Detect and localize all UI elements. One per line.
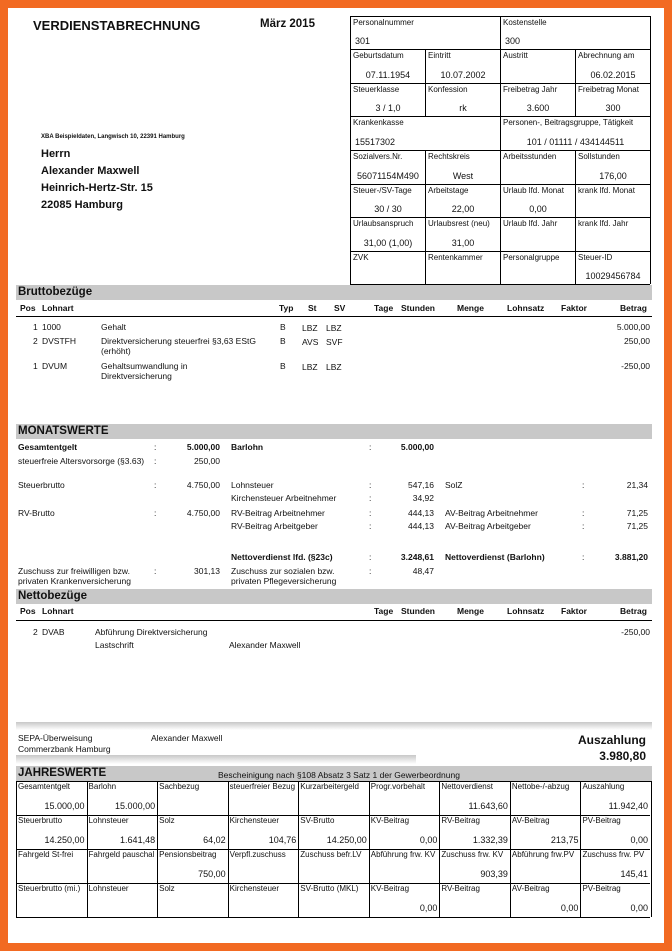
- rv-brutto-label: RV-Brutto: [18, 508, 55, 518]
- jahr-cell-value: 1.332,39: [472, 835, 508, 845]
- jahr-cell-label: PV-Beitrag: [582, 884, 621, 893]
- jahr-cell-label: RV-Beitrag: [441, 816, 480, 825]
- zuschuss-kv-value: 301,13: [194, 566, 220, 576]
- barlohn-label: Barlohn: [231, 442, 264, 452]
- jahr-cell: [580, 816, 650, 850]
- col-sv: SV: [334, 303, 346, 313]
- jahr-cell: [580, 782, 650, 816]
- info-arbeitsstunden: Arbeitsstunden: [500, 151, 575, 185]
- jahr-cell: [439, 884, 510, 918]
- jahr-cell-value: 1.641,48: [120, 835, 156, 845]
- rv-ag-value: 444,13: [408, 521, 434, 531]
- jahr-cell: [228, 782, 299, 816]
- jahr-cell: [369, 850, 440, 884]
- jahr-cell-label: Progr.vorbehalt: [370, 782, 426, 791]
- jahr-cell-label: AV-Beitrag: [511, 816, 550, 825]
- jahr-cell: [580, 850, 650, 884]
- address-salutation: Herrn: [41, 148, 71, 160]
- netto-bar-value: 3.881,20: [614, 552, 648, 562]
- jahr-cell-label: Zuschuss frw. PV: [582, 850, 645, 859]
- jahr-cell-label: Abführung frw. KV: [370, 850, 436, 859]
- col-typ: Typ: [279, 303, 294, 313]
- gesamtentgelt-label: Gesamtentgelt: [18, 442, 78, 452]
- jahr-cell: [87, 884, 158, 918]
- netto-divider: [16, 620, 652, 621]
- zuschuss-pv-label: Zuschuss zur sozialen bzw. privaten Pflegeversicherung: [231, 566, 337, 586]
- jahr-cell-label: Lohnsteuer: [88, 816, 129, 825]
- jahr-cell: [157, 850, 228, 884]
- jahr-cell-label: Fahrgeld St-frei: [18, 850, 74, 859]
- info-krankenkasse: Krankenkasse 15517302: [350, 117, 500, 151]
- col-faktor: Faktor: [561, 303, 587, 313]
- rv-ag-label: RV-Beitrag Arbeitgeber: [231, 521, 318, 531]
- rv-brutto-value: 4.750,00: [186, 508, 220, 518]
- brutto-title: Bruttobezüge: [18, 286, 93, 298]
- lastschrift-label: Lastschrift: [95, 640, 134, 650]
- av-ag-label: AV-Beitrag Arbeitgeber: [445, 521, 531, 531]
- jahr-cell-value: 903,39: [480, 869, 508, 879]
- jahr-cell: [439, 850, 510, 884]
- jahr-cell-label: Verpfl.zuschuss: [229, 850, 286, 859]
- jahr-cell-label: Zuschuss frw. KV: [441, 850, 504, 859]
- info-konfession: Konfession rk: [425, 84, 500, 117]
- info-sollstunden: Sollstunden 176,00: [575, 151, 650, 185]
- info-kostenstelle: Kostenstelle 300: [500, 17, 650, 50]
- jahr-cell: [16, 816, 87, 850]
- netto-sec-value: 3.248,61: [400, 552, 434, 562]
- jahr-cell: [16, 850, 87, 884]
- info-freibetrag-monat: Freibetrag Monat 300: [575, 84, 650, 117]
- info-personalgruppe: Personalgruppe: [500, 252, 575, 285]
- jahr-cell: [369, 884, 440, 918]
- barlohn-value: 5.000,00: [400, 442, 434, 452]
- steuerfrei-label: steuerfreie Altersvorsorge (§3.63): [18, 456, 145, 466]
- jahr-cell-label: Solz: [159, 816, 175, 825]
- jahreswerte-grid: [16, 781, 652, 917]
- jahr-cell-label: Solz: [159, 884, 175, 893]
- info-steuer-sv-tage: Steuer-/SV-Tage 30 / 30: [350, 185, 425, 218]
- netto-bar-label: Nettoverdienst (Barlohn): [445, 552, 545, 562]
- jahr-cell: [298, 884, 369, 918]
- info-personalnummer: Personalnummer 301: [350, 17, 500, 50]
- brutto-header-bar: [16, 285, 652, 300]
- info-rentenkammer: Rentenkammer: [425, 252, 500, 285]
- jahr-cell: [369, 816, 440, 850]
- jahr-cell: [157, 782, 228, 816]
- col-betrag: Betrag: [620, 303, 647, 313]
- address-name: Alexander Maxwell: [41, 165, 140, 177]
- soli-label: SolZ: [445, 480, 463, 490]
- jahr-cell-label: Fahrgeld pauschal: [88, 850, 155, 859]
- av-an-label: AV-Beitrag Arbeitnehmer: [445, 508, 538, 518]
- zuschuss-kv-label: Zuschuss zur freiwilligen bzw. privaten Krankenversicherung: [18, 566, 131, 586]
- col-tage: Tage: [374, 303, 394, 313]
- jahr-cell-label: Abführung frw.PV: [511, 850, 575, 859]
- jahr-cell-label: RV-Beitrag: [441, 884, 480, 893]
- jahr-cell-value: 15.000,00: [115, 801, 156, 811]
- netto-title: Nettobezüge: [18, 590, 87, 602]
- info-urlaubsanspruch: Urlaubsanspruch 31,00 (1,00): [350, 218, 425, 252]
- recipient-address: [41, 146, 153, 214]
- jahr-cell: [87, 782, 158, 816]
- jahr-cell-value: 15.000,00: [44, 801, 85, 811]
- netto-sec-label: Nettoverdienst lfd. (§23c): [231, 552, 333, 562]
- info-freibetrag-jahr: Freibetrag Jahr 3.600: [500, 84, 575, 117]
- jahr-cell-label: Kirchensteuer: [229, 884, 280, 893]
- jahr-cell: [16, 884, 87, 918]
- payment-method: SEPA-Überweisung: [18, 733, 93, 743]
- period-label: März 2015: [260, 18, 315, 30]
- jahr-cell-label: AV-Beitrag: [511, 884, 550, 893]
- document-title: VERDIENSTABRECHNUNG: [33, 18, 201, 33]
- info-steuerklasse: Steuerklasse 3 / 1,0: [350, 84, 425, 117]
- jahr-cell-value: 14.250,00: [326, 835, 367, 845]
- jahr-cell: [228, 816, 299, 850]
- employee-info-grid: [350, 16, 651, 284]
- jahr-cell: [87, 850, 158, 884]
- zuschuss-pv-value: 48,47: [412, 566, 434, 576]
- payment-bank: Commerzbank Hamburg: [18, 744, 111, 754]
- auszahlung-value: 3.980,80: [599, 749, 646, 763]
- jahr-cell: [439, 782, 510, 816]
- jahr-cell-label: Pensionsbeitrag: [159, 850, 217, 859]
- col-pos: Pos: [20, 303, 36, 313]
- jahr-cell-label: SV-Brutto: [300, 816, 335, 825]
- jahr-cell: [510, 884, 581, 918]
- jahr-cell-label: Nettoverdienst: [441, 782, 493, 791]
- info-abrechnung-am: Abrechnung am 06.02.2015: [575, 50, 650, 84]
- jahr-cell: [510, 782, 581, 816]
- info-personengruppe: Personen-, Beitragsgruppe, Tätigkeit 101 / 01111 / 434144511: [500, 117, 650, 151]
- lohnsteuer-label: Lohnsteuer: [231, 480, 274, 490]
- kirchensteuer-label: Kirchensteuer Arbeitnehmer: [231, 493, 337, 503]
- jahr-cell-value: 750,00: [198, 869, 226, 879]
- jahr-cell-value: 104,76: [268, 835, 297, 845]
- info-urlaub-monat: Urlaub lfd. Monat 0,00: [500, 185, 575, 218]
- address-street: Heinrich-Hertz-Str. 15: [41, 182, 153, 194]
- jahr-cell-value: 0,00: [419, 903, 438, 913]
- jahr-cell-label: Nettobe-/-abzug: [511, 782, 570, 791]
- av-an-value: 71,25: [626, 508, 648, 518]
- jahr-subtitle: Bescheinigung nach §108 Absatz 3 Satz 1 der Gewerbeordnung: [218, 770, 460, 780]
- payment-bottom-shade: [16, 755, 416, 764]
- col-st: St: [308, 303, 317, 313]
- lohnsteuer-value: 547,16: [408, 480, 434, 490]
- jahr-cell-label: Steuerbrutto (mi.): [18, 884, 81, 893]
- jahr-cell-label: steuerfreier Bezug: [229, 782, 296, 791]
- jahr-cell-value: 213,75: [550, 835, 579, 845]
- jahr-cell: [510, 850, 581, 884]
- rv-an-value: 444,13: [408, 508, 434, 518]
- jahr-cell-value: 14.250,00: [44, 835, 85, 845]
- info-krank-jahr: krank lfd. Jahr: [575, 218, 650, 252]
- jahr-cell: [87, 816, 158, 850]
- steuerfrei-value: 250,00: [194, 456, 220, 466]
- col-lohnart: Lohnart: [42, 303, 74, 313]
- jahr-cell: [16, 782, 87, 816]
- jahr-cell-value: 0,00: [630, 835, 648, 845]
- info-geburtsdatum: Geburtsdatum 07.11.1954: [350, 50, 425, 84]
- jahr-cell-label: Steuerbrutto: [18, 816, 63, 825]
- jahr-cell: [580, 884, 650, 918]
- info-austritt: Austritt: [500, 50, 575, 84]
- info-eintritt: Eintritt 10.07.2002: [425, 50, 500, 84]
- payment-top-shade: [16, 722, 652, 730]
- jahr-cell: [298, 782, 369, 816]
- jahr-cell: [157, 884, 228, 918]
- address-city: 22085 Hamburg: [41, 199, 123, 211]
- jahr-cell: [228, 850, 299, 884]
- gesamtentgelt-value: 5.000,00: [186, 442, 220, 452]
- info-urlaubsrest: Urlaubsrest (neu) 31,00: [425, 218, 500, 252]
- monat-title: MONATSWERTE: [18, 425, 109, 437]
- jahr-cell: [157, 816, 228, 850]
- jahr-cell-label: Kirchensteuer: [229, 816, 280, 825]
- jahr-cell-label: KV-Beitrag: [370, 816, 410, 825]
- jahr-cell: [298, 850, 369, 884]
- info-urlaub-jahr: Urlaub lfd. Jahr: [500, 218, 575, 252]
- jahr-cell-label: SV-Brutto (MKL): [300, 884, 359, 893]
- jahr-cell-value: 11.942,40: [608, 801, 648, 811]
- jahr-cell: [369, 782, 440, 816]
- kirchensteuer-value: 34,92: [412, 493, 434, 503]
- info-zvk: ZVK: [350, 252, 425, 285]
- sender-line: XBA Beispieldaten, Langwisch 10, 22391 Hamburg: [41, 134, 185, 140]
- jahr-title: JAHRESWERTE: [18, 767, 107, 779]
- steuerbrutto-value: 4.750,00: [186, 480, 220, 490]
- jahr-cell: [228, 884, 299, 918]
- soli-value: 21,34: [626, 480, 648, 490]
- col-stunden: Stunden: [401, 303, 435, 313]
- jahr-cell-label: Kurzarbeitergeld: [300, 782, 359, 791]
- payslip-page: VERDIENSTABRECHNUNG März 2015 XBA Beispieldaten, Langwisch 10, 22391 Hamburg Herrn Alexander Maxwell Heinrich-Hertz-Str. 15 22085 Hamburg Personalnummer 301 Kostenstelle 300 Geburtsdatum 07.11.1954 Eintritt 10.07.2002 Austritt Abrechnung am 06.02.2015 Steuerklasse 3 / 1,0 Konfession rk Freibetrag Jahr 3.600 Freibetrag Monat 300 Krankenkasse 15517302 Personen-, Beitragsgruppe, Tätigkeit 101 / 01111 / 434144511 Sozialvers.Nr. 56071154M490 Rechtskreis West Arbeitsstunden Sollstunden 176,00 Steuer-/SV-Tage 30 / 30 Arbeitstage 22,00 Urlaub lfd. Monat 0,00 krank lfd. Monat Urlaubsanspruch 31,00 (1,00) Urlaubsrest (neu) 31,00 Urlaub lfd. Jahr krank lfd. Jahr ZVK Rentenkammer Personalgruppe Steuer-ID 10029456784 Bruttobezüge Pos Lohnart Typ St SV Tage Stunden Menge Lohnsatz Faktor Betrag 1 1000 Gehalt B LBZ LBZ 5.000,00 2 DVSTFH Direktversicherung steuerfrei §3,63 EStG (erhöht) B AVS SVF 250,00 1 DVUM Gehaltsumwandlung in Direktversicherung B LBZ LBZ -250,00 MONATSWERTE Gesamtentgelt : 5.000,00 Barlohn : 5.000,00 steuerfreie Altersvorsorge (§3.63) : 250,00 Steuerbrutto : 4.750,00 Lohnsteuer : 547,16 SolZ : 21,34 Kirchensteuer Arbeitnehmer : 34,92 RV-Brutto : 4.750,00 RV-Beitrag Arbeitnehmer : 444,13 AV-Beitrag Arbeitnehmer : 71,25 RV-Beitrag Arbeitgeber : 444,13 AV-Beitrag Arbeitgeber : 71,25 Nettoverdienst lfd. (§23c) : 3.248,61 Nettoverdienst (Barlohn) : 3.881,20 Zuschuss zur freiwilligen bzw. privaten Krankenversicherung : 301,13 Zuschuss zur sozialen bzw. privaten Pflegeversicherung : 48,47 Nettobezüge Pos Lohnart Tage Stunden Menge Lohnsatz Faktor Betrag 2 DVAB Abführung Direktversicherung -250,00 Lastschrift Alexander Maxwell SEPA-Überweisung Alexander Maxwell Commerzbank Hamburg Auszahlung 3.980,80 JAHRESWERTE Bescheinigung nach §108 Absatz 3 Satz 1 der Gewerbeordnung Gesamtentgelt 15.000,00 Barlohn 15.000,00 Sachbezug steuerfreier Bezug Kurzarbeitergeld Progr.vorbehalt Nettoverdienst 11.643,60 Nettobe-/-abzug Auszahlung 11.942,40 Steuerbrutto 14.250,00 Lohnsteuer 1.641,48 Solz 64,02 Kirchensteuer 104,76 SV-Brutto 14.250,00 KV-Beitrag 0,00 RV-Beitrag 1.332,39 AV-Beitrag 213,75 PV-Beitrag 0,00 Fahrgeld St-frei Fahrgeld pauschal Pensionsbeitrag 750,00 Verpfl.zuschuss Zuschuss befr.LV Abführung frw. KV Zuschuss frw. KV 903,39 Abführung frw.PV Zuschuss frw. PV 145,41 Steuerbrutto (mi.) Lohnsteuer Solz Kirchensteuer SV-Brutto (MKL) KV-Beitrag 0,00 RV-Beitrag AV-Beitrag 0,00 PV-Beitrag 0,00: [8, 8, 664, 943]
- info-sozialvers-nr: Sozialvers.Nr. 56071154M490: [350, 151, 425, 185]
- rv-an-label: RV-Beitrag Arbeitnehmer: [231, 508, 325, 518]
- brutto-divider: [16, 316, 652, 317]
- col-lohnsatz: Lohnsatz: [507, 303, 545, 313]
- jahr-cell-label: Zuschuss befr.LV: [300, 850, 362, 859]
- jahr-cell-label: PV-Beitrag: [582, 816, 621, 825]
- jahr-cell-value: 0,00: [560, 903, 579, 913]
- jahr-cell-label: Auszahlung: [582, 782, 625, 791]
- jahr-cell: [439, 816, 510, 850]
- jahr-cell-value: 0,00: [630, 903, 648, 913]
- steuerbrutto-label: Steuerbrutto: [18, 480, 65, 490]
- jahr-cell-label: Sachbezug: [159, 782, 200, 791]
- jahr-cell-value: 145,41: [620, 869, 648, 879]
- col-menge: Menge: [457, 303, 484, 313]
- info-arbeitstage: Arbeitstage 22,00: [425, 185, 500, 218]
- monat-header-bar: [16, 424, 652, 439]
- jahr-cell-value: 64,02: [203, 835, 226, 845]
- jahr-cell-value: 11.643,60: [468, 801, 508, 811]
- auszahlung-label: Auszahlung: [578, 733, 646, 747]
- lastschrift-name: Alexander Maxwell: [229, 640, 301, 650]
- netto-header-bar: [16, 589, 652, 604]
- jahr-cell: [298, 816, 369, 850]
- info-steuer-id: Steuer-ID 10029456784: [575, 252, 650, 285]
- jahr-cell-label: Lohnsteuer: [88, 884, 129, 893]
- jahr-cell-label: KV-Beitrag: [370, 884, 410, 893]
- jahr-cell-label: Barlohn: [88, 782, 117, 791]
- av-ag-value: 71,25: [626, 521, 648, 531]
- jahr-cell-label: Gesamtentgelt: [18, 782, 71, 791]
- info-rechtskreis: Rechtskreis West: [425, 151, 500, 185]
- jahr-cell-value: 0,00: [419, 835, 438, 845]
- payment-name: Alexander Maxwell: [151, 733, 223, 743]
- jahr-cell: [510, 816, 581, 850]
- info-krank-monat: krank lfd. Monat: [575, 185, 650, 218]
